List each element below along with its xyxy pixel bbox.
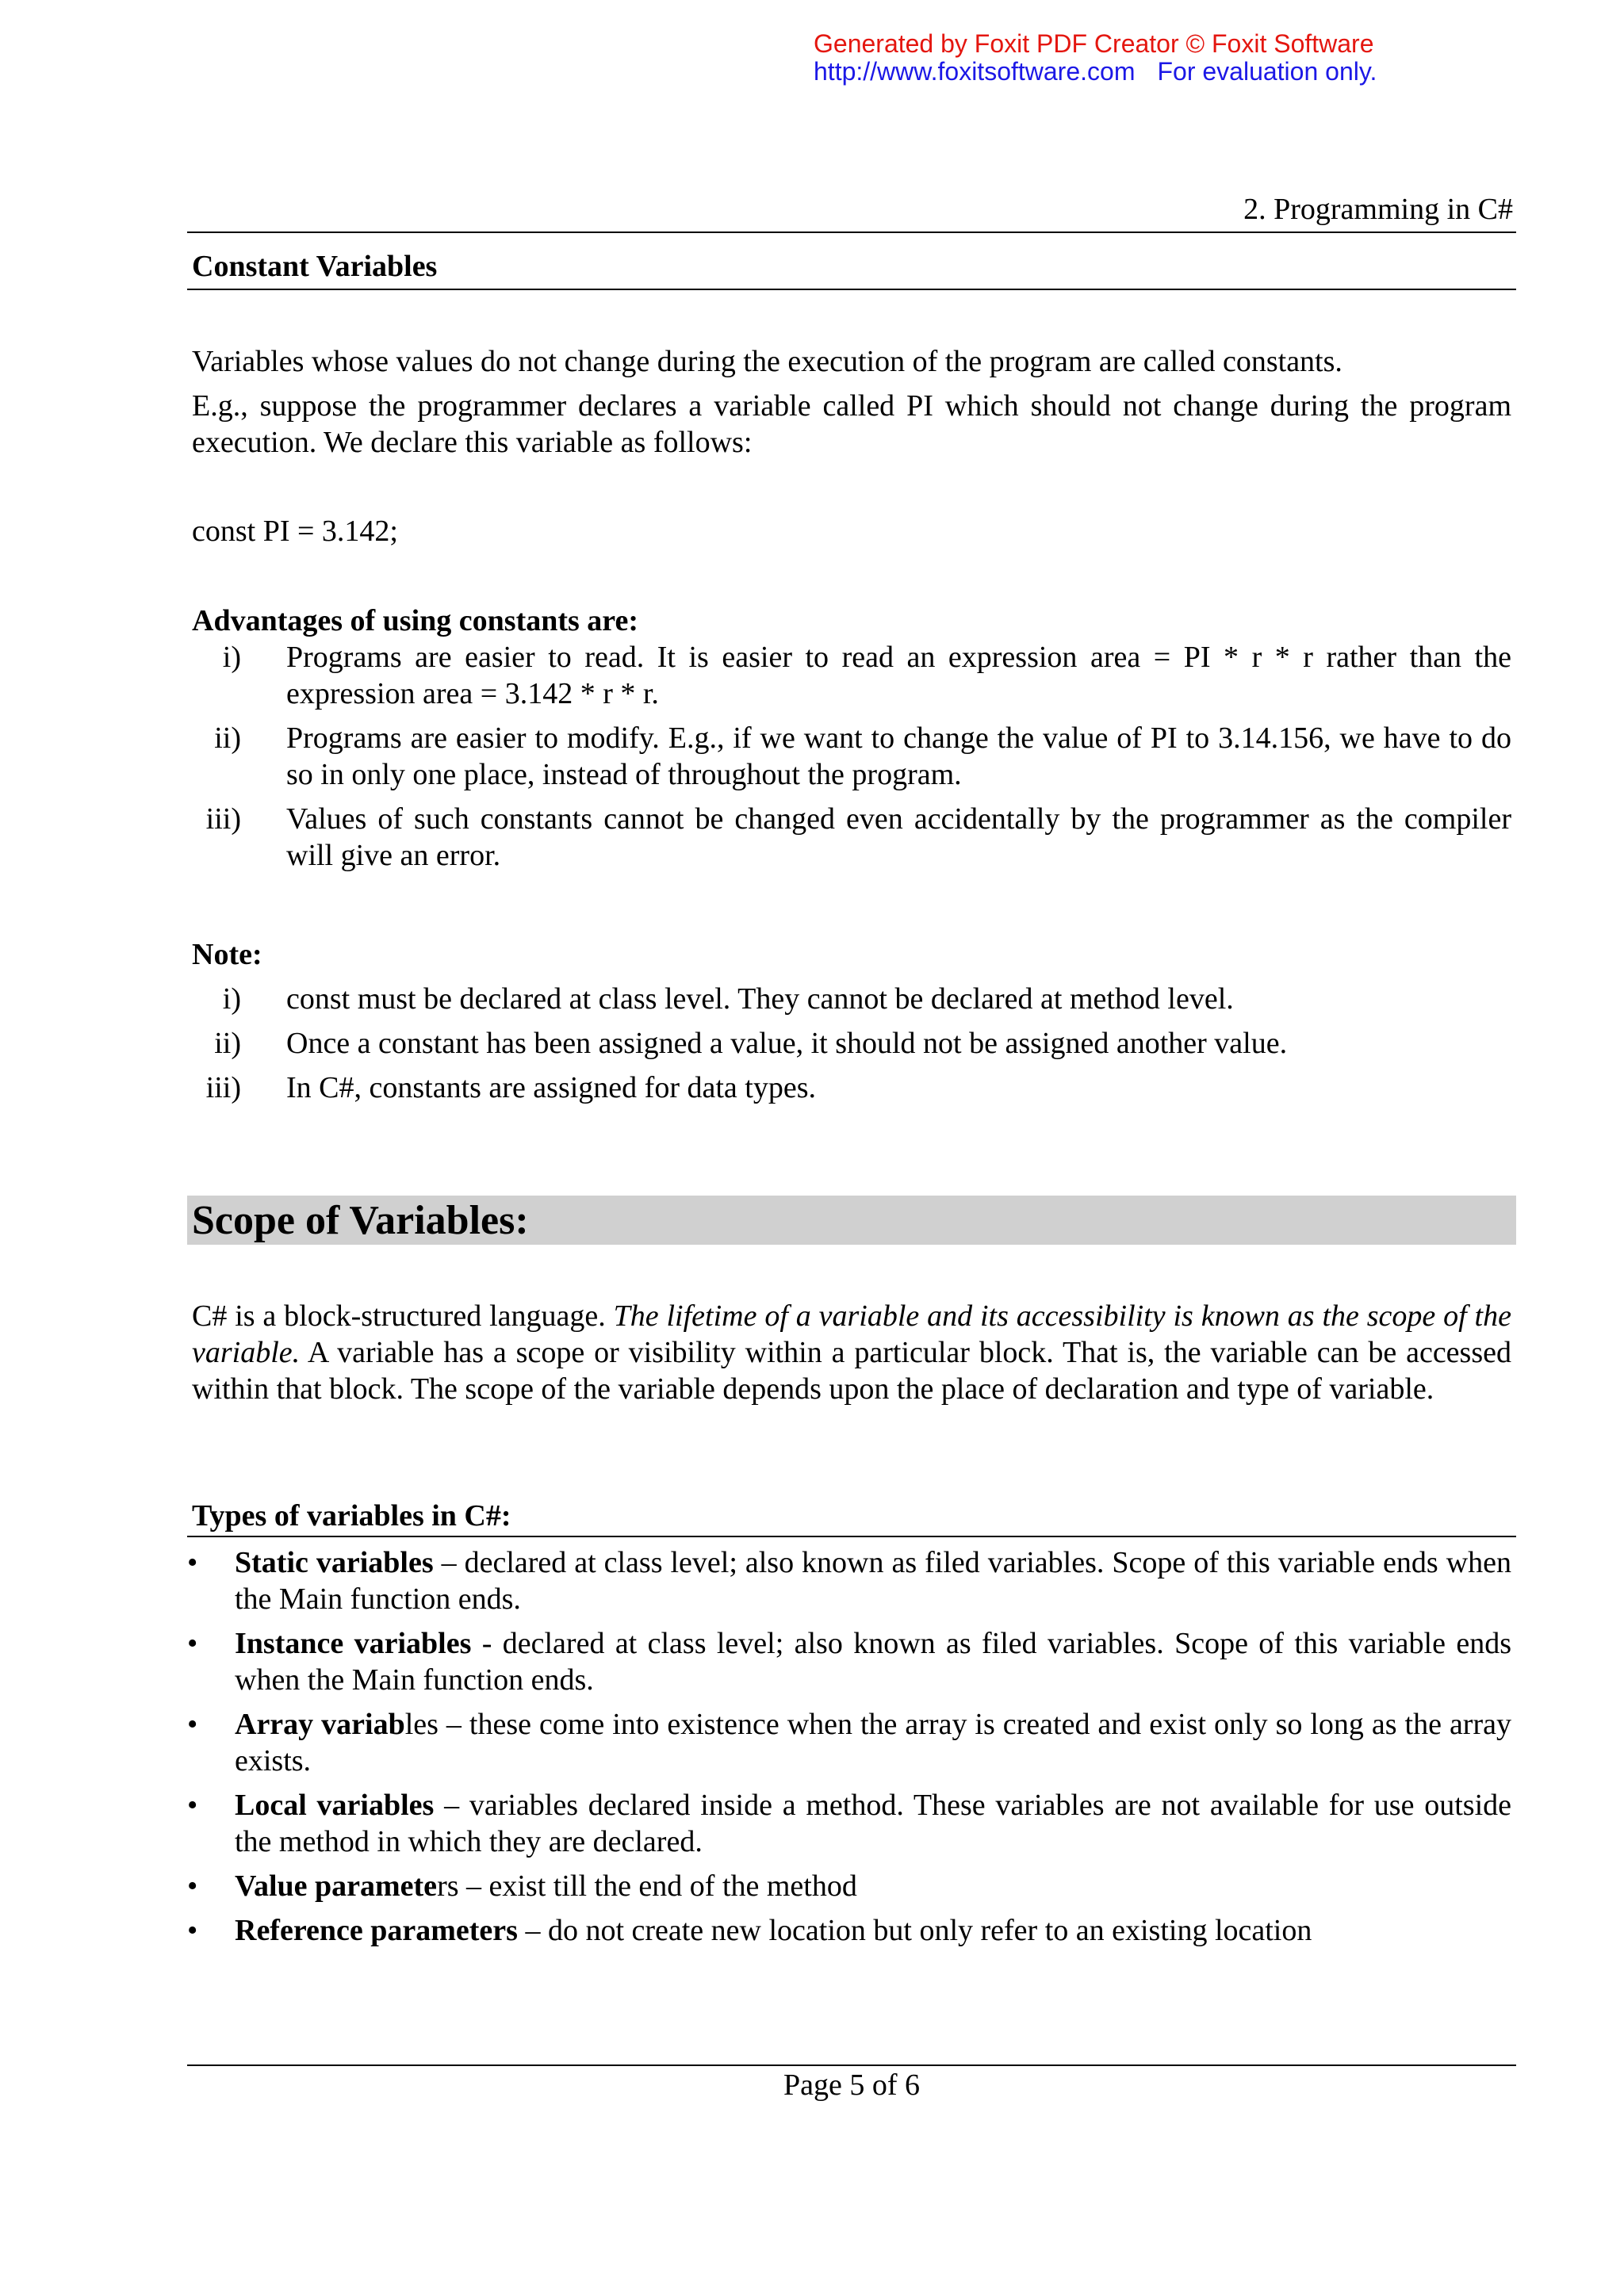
list-item <box>187 1544 1511 1617</box>
list-text: Once a constant has been assigned a value, it should not be assigned another value. <box>286 1027 1288 1060</box>
list-item <box>187 1868 1511 1904</box>
bullet-icon: • <box>187 1869 198 1903</box>
bullet-icon: • <box>187 1627 198 1660</box>
scope-heading-band <box>187 1196 1516 1245</box>
list-item <box>192 1025 1511 1062</box>
scope-intro <box>192 1298 1511 1407</box>
watermark-url[interactable]: http://www.foxitsoftware.com <box>814 57 1136 86</box>
definition: - declared at class level; also known as filed variables. Scope of this variable ends when the Main function ends. <box>235 1627 1511 1697</box>
running-header: 2. Programming in C# <box>1243 193 1513 226</box>
paragraph <box>192 1298 1511 1407</box>
footer-rule <box>187 2064 1516 2066</box>
note-block <box>192 936 1511 1106</box>
list-item <box>187 1912 1511 1949</box>
bullet-icon: • <box>187 1708 198 1741</box>
notes-list <box>192 981 1511 1106</box>
intro-part: A variable has a scope or visibility within a particular block. That is, the variable can be accessed within that block. The scope of the variable depends upon the place of declaration and type of variable. <box>192 1336 1511 1406</box>
list-text: In C#, constants are assigned for data types. <box>286 1071 816 1104</box>
list-marker: i) <box>222 641 241 674</box>
bullet-icon: • <box>187 1914 198 1947</box>
intro-italic: The lifetime of a variable and its accessibility is known as the scope of the variable. <box>192 1299 1511 1369</box>
term: Local variables <box>235 1789 435 1822</box>
list-item <box>192 981 1511 1017</box>
list-item <box>192 639 1511 712</box>
types-block <box>187 1544 1511 1957</box>
foxit-watermark <box>814 30 1377 86</box>
list-text: Programs are easier to read. It is easier to read an expression area = PI * r * r rather than the expression area = 3.142 * r * r. <box>286 641 1511 710</box>
advantages-list <box>192 639 1511 874</box>
list-marker: ii) <box>214 721 241 755</box>
advantages-heading: Advantages of using constants are: <box>192 604 639 637</box>
code-line: const PI = 3.142; <box>192 515 398 548</box>
term: Value paramete <box>235 1869 438 1903</box>
section-rule <box>187 289 1516 290</box>
list-item <box>187 1706 1511 1779</box>
list-text: const must be declared at class level. They cannot be declared at method level. <box>286 982 1234 1016</box>
advantages-block <box>192 603 1511 874</box>
list-item <box>187 1625 1511 1698</box>
header-rule <box>187 232 1516 233</box>
list-item <box>192 720 1511 793</box>
definition: – declared at class level; also known as filed variables. Scope of this variable ends when the Main function ends. <box>235 1546 1511 1616</box>
bullet-icon: • <box>187 1789 198 1822</box>
watermark-eval: For evaluation only. <box>1157 57 1377 86</box>
types-rule <box>187 1536 1516 1537</box>
types-heading-block <box>192 1498 1511 1534</box>
code-example <box>192 513 1511 549</box>
section-heading-constant-variables: Constant Variables <box>192 250 438 283</box>
list-marker: iii) <box>205 802 241 836</box>
definition: – variables declared inside a method. These variables are not available for use outside the method in which they are declared. <box>235 1789 1511 1858</box>
list-marker: ii) <box>214 1027 241 1060</box>
term: Static variables <box>235 1546 434 1579</box>
term: Reference parameters <box>235 1914 518 1947</box>
list-marker: i) <box>222 982 241 1016</box>
list-marker: iii) <box>205 1071 241 1104</box>
paragraph: E.g., suppose the programmer declares a variable called PI which should not change during the program execution. We declare this variable as follows: <box>192 389 1511 459</box>
definition: les – these come into existence when the array is created and exist only so long as the array exists. <box>235 1708 1511 1777</box>
scope-heading: Scope of Variables: <box>192 1198 529 1243</box>
types-heading: Types of variables in C#: <box>192 1499 511 1533</box>
list-text: Values of such constants cannot be changed even accidentally by the programmer as the compiler will give an error. <box>286 802 1511 872</box>
list-item <box>192 1070 1511 1106</box>
types-list <box>187 1544 1511 1949</box>
constants-definition <box>192 343 1511 380</box>
definition: rs – exist till the end of the method <box>437 1869 857 1903</box>
watermark-line2 <box>814 58 1377 86</box>
list-item <box>192 801 1511 874</box>
constants-example <box>192 388 1511 461</box>
term: Instance variables <box>235 1627 472 1660</box>
paragraph: Variables whose values do not change during the execution of the program are called constants. <box>192 345 1342 378</box>
page-number: Page 5 of 6 <box>783 2068 921 2102</box>
list-text: Programs are easier to modify. E.g., if we want to change the value of PI to 3.14.156, we have to do so in only one place, instead of throughout the program. <box>286 721 1511 791</box>
bullet-icon: • <box>187 1546 198 1579</box>
note-heading: Note: <box>192 938 262 971</box>
intro-part: C# is a block-structured language. <box>192 1299 614 1333</box>
list-item <box>187 1787 1511 1860</box>
definition: – do not create new location but only refer to an existing location <box>517 1914 1312 1947</box>
term: Array variab <box>235 1708 405 1741</box>
watermark-line1: Generated by Foxit PDF Creator © Foxit Software <box>814 29 1374 58</box>
